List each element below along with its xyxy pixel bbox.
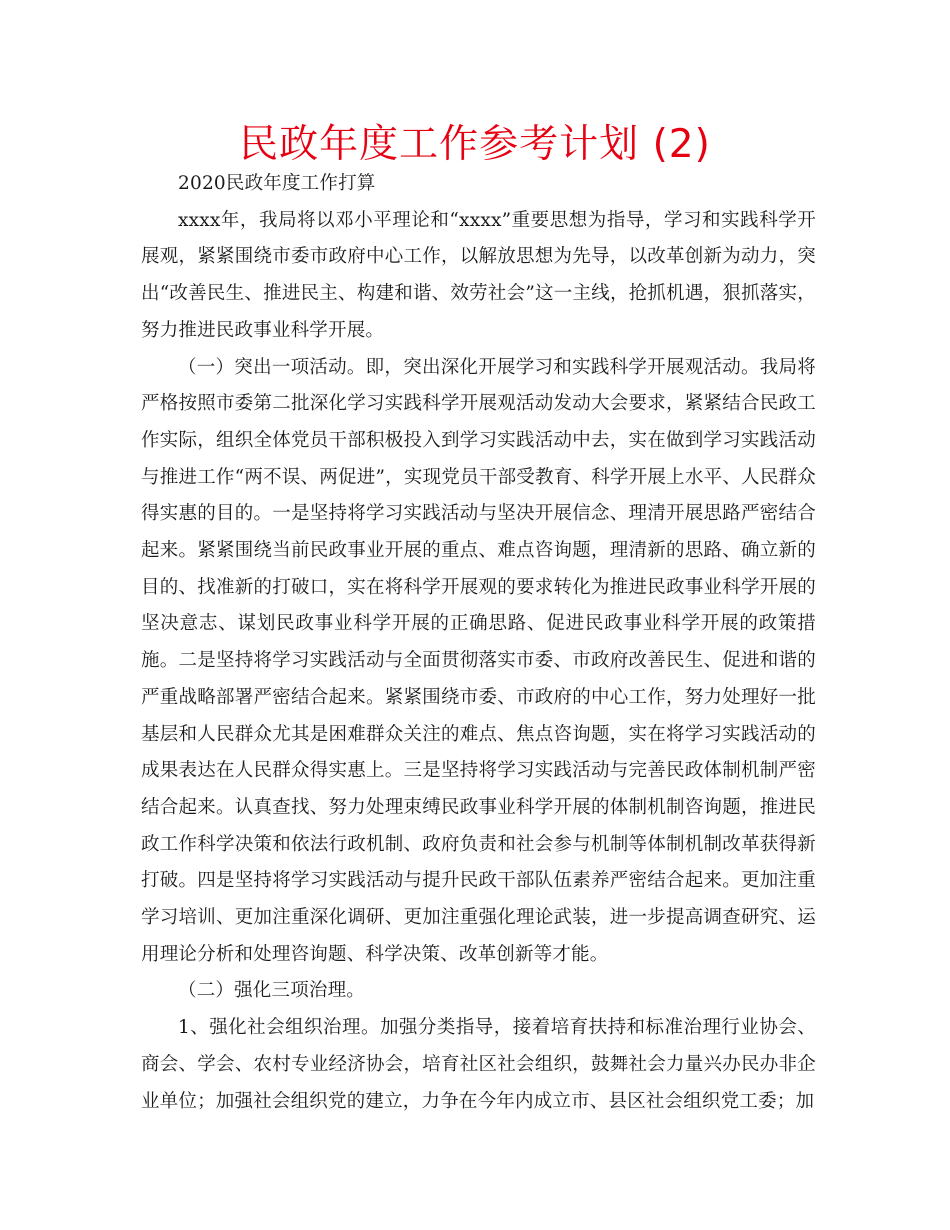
paragraph-section-one: （一）突出一项活动。即，突出深化开展学习和实践科学开展观活动。我局将严格按照市委第二批深化学习实践科学开展观活动发动大会要求，紧紧结合民政工作实际，组织全体党员干部积极投入到学习实践活动中去，实在做到学习实践活动与推进工作“两不误、两促进”，实现党员干部受教育、科学开展上水平、人民群众得实惠的目的。一是坚持将学习实践活动与坚决开展信念、理清开展思路严密结合起来。紧紧围绕当前民政事业开展的重点、难点咨询题，理清新的思路、确立新的目的、找准新的打破口，实在将科学开展观的要求转化为推进民政事业科学开展的坚决意志、谋划民政事业科学开展的正确思路、促进民政事业科学开展的政策措施。二是坚持将学习实践活动与全面贯彻落实市委、市政府改善民生、促进和谐的严重战略部署严密结合起来。紧紧围绕市委、市政府的中心工作，努力处理好一批基层和人民群众尤其是困难群众关注的难点、焦点咨询题，实在将学习实践活动的成果表达在人民群众得实惠上。三是坚持将学习实践活动与完善民政体制机制严密结合起来。认真查找、努力处理束缚民政事业科学开展的体制机制咨询题，推进民政工作科学决策和依法行政机制、政府负责和社会参与机制等体制机制改革获得新打破。四是坚持将学习实践活动与提升民政干部队伍素养严密结合起来。更加注重学习培训、更加注重深化调研、更加注重强化理论武装，进一步提高调查研究、运用理论分析和处理咨询题、科学决策、改革创新等才能。: [141, 356, 816, 965]
paragraph-intro: xxxx年，我局将以邓小平理论和“xxxx”重要思想为指导，学习和实践科学开展观，紧紧围绕市委市政府中心工作，以解放思想为先导，以改革创新为动力，突出“改善民生、推进民主、构建和谐、效劳社会”这一主线，抢抓机遇，狠抓落实，努力推进民政事业科学开展。: [141, 209, 816, 341]
paragraph-section-two-heading: （二）强化三项治理。: [178, 980, 366, 1002]
paragraph-section-two-item-one: 1、强化社会组织治理。加强分类指导，接着培育扶持和标准治理行业协会、商会、学会、农村专业经济协会，培育社区社会组织，鼓舞社会力量兴办民办非企业单位；加强社会组织党的建立，力争在今年内成立市、县区社会组织党工委；加: [141, 1017, 816, 1112]
paragraph-subtitle: 2020民政年度工作打算: [178, 173, 376, 194]
document-title: 民政年度工作参考计划 (2): [239, 122, 711, 167]
document-body: [141, 166, 816, 1120]
